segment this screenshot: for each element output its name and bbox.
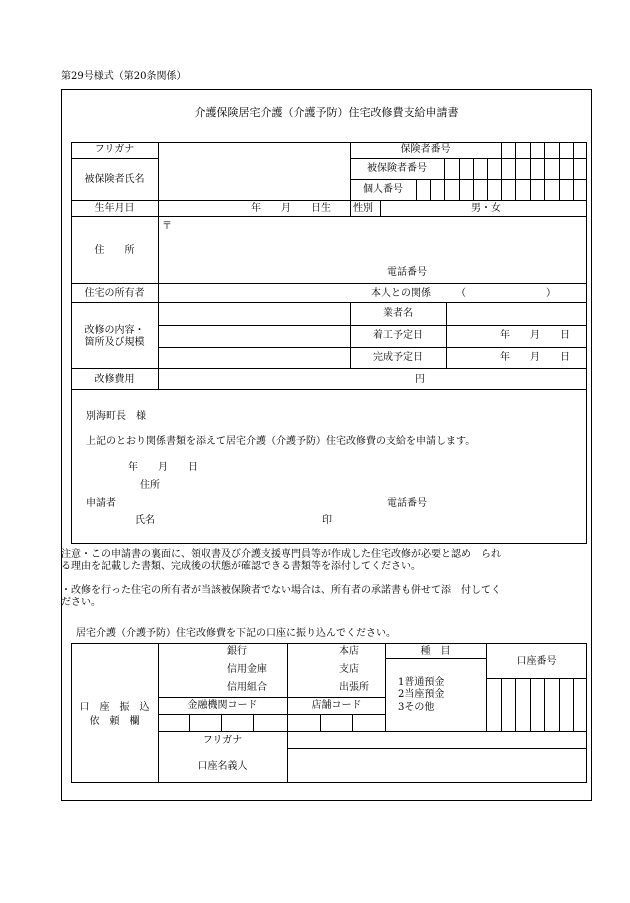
bank-section-label-1: 口 座 振 込 [79, 702, 150, 713]
bank-option[interactable]: 銀行 [227, 646, 247, 657]
note-1-line-2: る理由を記載した書類、完成後の状態が確認できる書類等を添付してください。 [61, 561, 421, 572]
start-date-ymd: 年 月 日 [500, 330, 570, 341]
birth-date-label: 生年月日 [94, 203, 135, 214]
phone-label: 電話番号 [387, 267, 427, 278]
kumiai-option[interactable]: 信用組合 [227, 682, 267, 693]
birth-date-ymd: 年 月 日生 [251, 203, 331, 214]
address-field[interactable] [159, 217, 586, 282]
form-number: 第29号様式（第20条関係） [61, 71, 187, 82]
insured-number-label: 被保険者番号 [367, 163, 427, 174]
account-type-header: 種 目 [420, 646, 451, 657]
address-label: 住 所 [94, 245, 135, 256]
complete-date-ymd: 年 月 日 [500, 352, 570, 363]
start-date-label: 着工予定日 [373, 330, 423, 341]
holder-furigana-label: フリガナ [202, 735, 243, 746]
note-1-line-1: 注意・この申請書の裏面に、領収書及び介護支援専門員等が作成した住宅改修が必要と認め られ [61, 549, 501, 560]
shutchojo-option[interactable]: 出張所 [339, 682, 369, 693]
application-statement: 上記のとおり関係書類を添えて居宅介護（介護予防）住宅改修費の支給を申請します。 [86, 436, 476, 447]
seal-mark: 印 [322, 515, 332, 526]
furigana-field[interactable] [159, 143, 349, 157]
applicant-address-label: 住所 [140, 480, 160, 491]
application-date[interactable]: 年 月 日 [128, 462, 198, 473]
shinkin-option[interactable]: 信用金庫 [227, 664, 267, 675]
furigana-label: フリガナ [94, 144, 135, 155]
renovation-place-label: 箇所及び規模 [84, 337, 145, 348]
account-holder-label: 口座名義人 [197, 761, 248, 772]
inst-code-label: 金融機関コード [187, 700, 258, 711]
holder-furigana-field[interactable] [288, 732, 586, 747]
relation-label: 本人との関係 [371, 288, 431, 299]
contractor-label: 業者名 [383, 308, 413, 319]
branch-code-label: 店舗コード [311, 700, 362, 711]
cost-label: 改修費用 [94, 374, 135, 385]
note-2-line-1: ・改修を行った住宅の所有者が当該被保険者でない場合は、所有者の承諾書も併せて添 付してく [61, 585, 501, 596]
account-type-2[interactable]: 2当座預金 [398, 689, 445, 700]
insured-name-label: 被保険者氏名 [84, 174, 145, 185]
renovation-details-field[interactable] [159, 303, 349, 367]
account-type-3[interactable]: 3その他 [398, 702, 435, 713]
postal-mark: 〒 [162, 221, 172, 232]
owner-label: 住宅の所有者 [84, 288, 145, 299]
renovation-cost-field[interactable] [159, 369, 586, 388]
applicant-phone-label: 電話番号 [387, 498, 427, 509]
insurer-number-label: 保険者番号 [400, 144, 451, 155]
shiten-option[interactable]: 支店 [339, 664, 359, 675]
yen-label: 円 [415, 374, 425, 385]
form-title: 介護保険居宅介護（介護予防）住宅改修費支給申請書 [194, 106, 459, 119]
note-2-line-2: ださい。 [61, 597, 101, 608]
bank-section-label-2: 依 頼 欄 [89, 716, 140, 727]
complete-date-label: 完成予定日 [373, 352, 423, 363]
account-number-label: 口座番号 [516, 656, 557, 667]
gender-options[interactable]: 男・女 [471, 203, 501, 214]
gender-label: 性別 [353, 203, 373, 214]
personal-number-label: 個人番号 [363, 184, 403, 195]
bank-instruction: 居宅介護（介護予防）住宅改修費を下記の口座に振り込んでください。 [76, 628, 396, 639]
owner-field[interactable] [159, 284, 349, 301]
insured-name-field[interactable] [159, 159, 349, 199]
applicant-label: 申請者 [86, 498, 116, 509]
honten-option[interactable]: 本店 [339, 646, 359, 657]
addressee: 別海町長 様 [86, 411, 146, 422]
account-type-1[interactable]: 1普通預金 [398, 677, 445, 688]
applicant-name-label: 氏名 [135, 515, 155, 526]
account-holder-field[interactable] [288, 749, 586, 782]
relation-paren[interactable]: （ ） [456, 288, 556, 299]
renovation-content-label: 改修の内容・ [84, 325, 145, 336]
